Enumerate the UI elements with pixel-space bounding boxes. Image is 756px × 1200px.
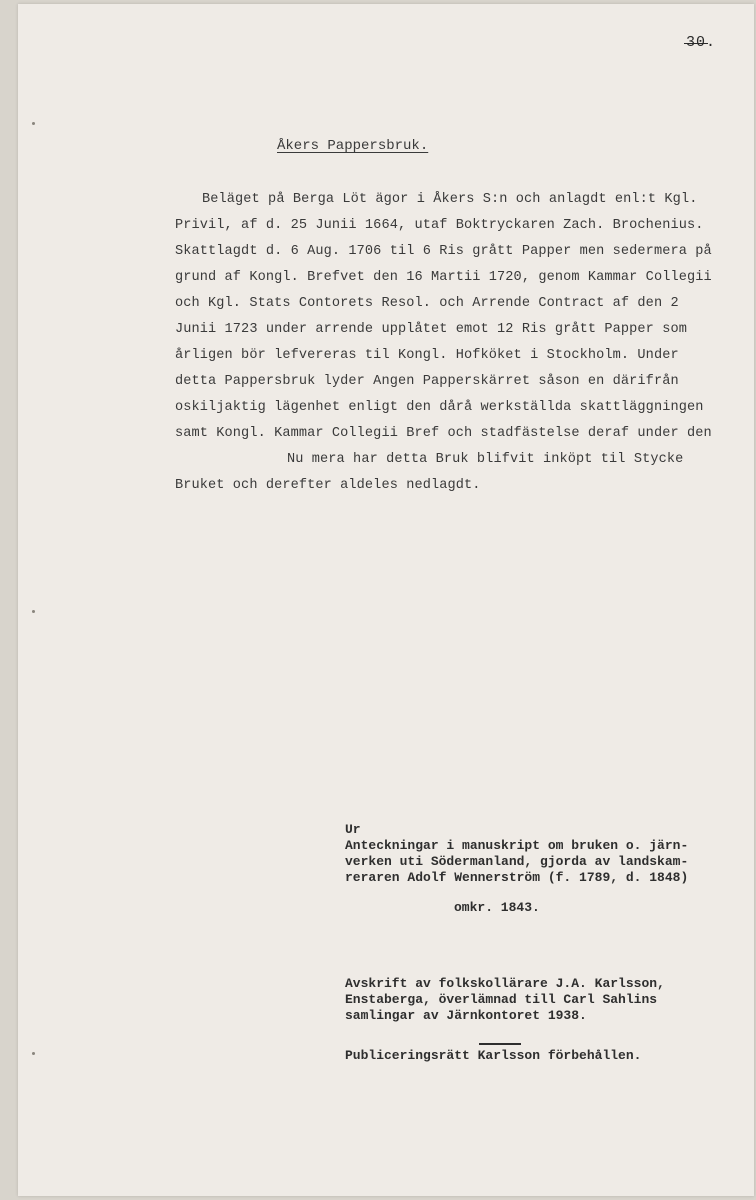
copy-note-line: Enstaberga, överlämnad till Carl Sahlins [345,992,658,1007]
source-line: Anteckningar i manuskript om bruken o. järn- [345,838,689,853]
copy-note-line: samlingar av Järnkontoret 1938. [345,1008,587,1023]
body-line: oskiljaktig lägenhet enligt den dårå werkställda skattläggningen [175,400,704,415]
source-date: omkr. 1843. [454,900,540,915]
body-line: samt Kongl. Kammar Collegii Bref och stadfästelse deraf under den [175,426,712,441]
publication-rights: Publiceringsrätt Karlsson förbehållen. [345,1048,642,1063]
body-line: Junii 1723 under arrende upplåtet emot 12 Ris grått Papper som [175,322,687,337]
document-title: Åkers Pappersbruk. [277,138,429,154]
body-line: årligen bör lefvereras til Kongl. Hofköket i Stockholm. Under [175,348,679,363]
body-line: Bruket och derefter aldeles nedlagdt. [175,478,481,493]
body-line: Skattlagdt d. 6 Aug. 1706 til 6 Ris grått Papper men sedermera på [175,244,712,259]
copy-note-line: Avskrift av folkskollärare J.A. Karlsson, [345,976,665,991]
binding-hole [32,610,35,613]
body-line: Nu mera har detta Bruk blifvit inköpt til Stycke [287,452,684,467]
binding-hole [32,122,35,125]
source-line: reraren Adolf Wennerström (f. 1789, d. 1848) [345,870,689,885]
page-number: 30. [686,34,717,51]
body-line: Privil, af d. 25 Junii 1664, utaf Boktryckaren Zach. Brochenius. [175,218,704,233]
source-line: verken uti Södermanland, gjorda av landskam- [345,854,689,869]
binding-hole [32,1052,35,1055]
body-line: Beläget på Berga Löt ägor i Åkers S:n och anlagdt enl:t Kgl. [202,192,698,207]
divider [479,1043,521,1045]
document-page [18,4,754,1196]
body-line: grund af Kongl. Brefvet den 16 Martii 1720, genom Kammar Collegii [175,270,712,285]
body-line: detta Pappersbruk lyder Angen Papperskärret såson en därifrån [175,374,679,389]
body-line: och Kgl. Stats Contorets Resol. och Arrende Contract af den 2 [175,296,679,311]
source-ur: Ur [345,822,361,837]
